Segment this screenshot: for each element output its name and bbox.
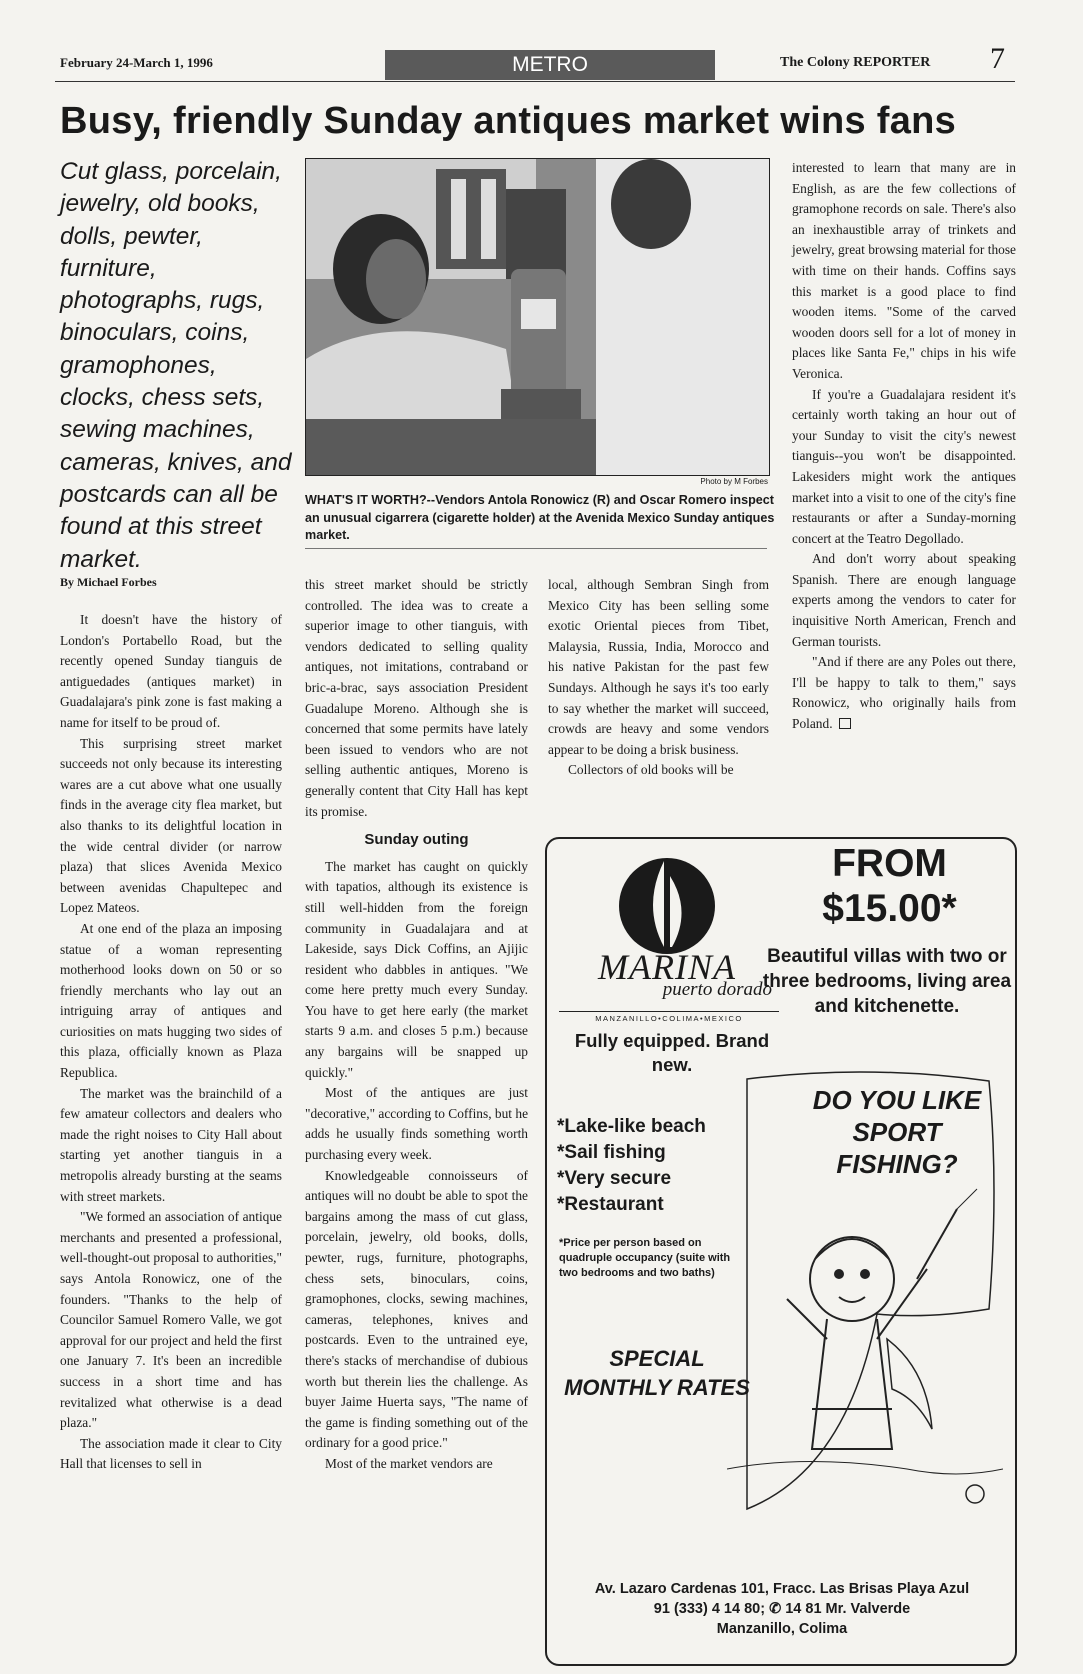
- paragraph: "We formed an association of antique merchants and presented a professional, well-thought-out proposal to authorities," says Antola Ronowicz, one of the founders. "Thanks to the help of Councilor Samuel Romero Valle, we got approval for our project and held the first one January 7. It's been an incredible success in a short time and has revitalized what otherwise is a dead plaza.": [60, 1209, 282, 1431]
- paragraph: local, although Sembran Singh from Mexico City has been selling some exotic Oriental pieces from Tibet, Malaysia, Russia, India, Morocco and his native Pakistan for the past few Sundays. Although he says it's too early to say whether the market will succeed, crowds are heavy and some vendors appear to be doing a brisk business.: [548, 577, 769, 757]
- paragraph: Collectors of old books will be: [568, 762, 734, 778]
- photo-credit: Photo by M Forbes: [700, 477, 768, 486]
- subhead: Sunday outing: [364, 831, 469, 849]
- paragraph: This surprising street market succeeds not only because its interesting wares are a cut above what one usually finds in the average city flea market, but also thanks to its delightful location in the wide central divider (or narrow plaza) that slices Avenida Mexico between avenidas Chapultepec and Lopez Mateos.: [60, 735, 282, 916]
- ad-feature: *Restaurant: [557, 1194, 664, 1215]
- paragraph: The market has caught on quickly with tapatios, although its existence is still well-hidden from the foreign community in Guadalajara and at Lakeside, says Dick Coffins, an Ajijic resident who dabbles in antiques. "We come here pretty much every Sunday. You have to get here early (the market starts 9 a.m. and closes 5 p.m.) because any bargains will be snapped up quickly.": [305, 858, 528, 1080]
- marina-advertisement: [545, 837, 1017, 1666]
- deck-text: Cut glass, porcelain, jewelry, old books, dolls, pewter, furniture, photographs, rugs, binoculars, coins, gramophones, clocks, chess sets, sewing machines, cameras, knives, and postcards can all be found at this street market.: [60, 158, 292, 573]
- page-number: 7: [990, 42, 1005, 75]
- market-photo: [305, 158, 770, 476]
- paragraph: The market was the brainchild of a few amateur collectors and dealers who made the right noises to City Hall about starting yet another tianguis in a metropolis already bursting at the seams with street markets.: [60, 1085, 282, 1204]
- paragraph: [792, 652, 1016, 734]
- paragraph: At one end of the plaza an imposing statue of a woman representing motherhood looks down on 50 or so friendly merchants who lay out an intriguing array of antiques and curiosities on mats hugging two sides of this plaza, officially known as Plaza Republica.: [60, 920, 282, 1081]
- ad-location: MANZANILLO•COLIMA•MEXICO: [559, 1011, 779, 1023]
- article-column-2: [305, 575, 528, 1475]
- article-column-1: [60, 610, 282, 1475]
- ad-features-list: [557, 1114, 757, 1218]
- ad-feature: *Very secure: [557, 1168, 672, 1189]
- article-column-4: [792, 158, 1016, 735]
- publication-name: The Colony REPORTER: [780, 55, 931, 70]
- paragraph: interested to learn that many are in English, as are the few collections of gramophone records on sale. There's also an inexhaustible array of trinkets and jewelry, great browsing material for those with time on their hands. Coffins says this market is a good place to find wooden items. "Some of the carved wooden doors sell for a lot of money in places like Santa Fe," chips in his wife Veronica.: [792, 160, 1016, 381]
- paragraph: If you're a Guadalajara resident it's certainly worth taking an hour out of your Sunday to visit the city's newest tianguis--you won't be disappointed. Lakesiders might work the antiques market into a visit to one of the city's fine restaurants or after a Sunday-morning concert at the Teatro Degollado.: [792, 386, 1016, 546]
- byline: By Michael Forbes: [60, 575, 157, 589]
- ad-equipped-text: Fully equipped. Brand new.: [574, 1030, 770, 1075]
- paragraph: Most of the antiques are just "decorative," according to Coffins, but he adds he usually finds something worth purchasing every week.: [305, 1085, 529, 1163]
- ad-from: FROM: [832, 842, 947, 885]
- section-banner: METRO: [385, 50, 715, 80]
- article-column-3: [548, 575, 769, 781]
- ad-phone-line: 91 (333) 4 14 80; ✆ 14 81 Mr. Valverde: [653, 1601, 911, 1617]
- ad-brand-subtitle: puerto dorado: [662, 979, 772, 1000]
- paragraph: And don't worry about speaking Spanish. There are enough language experts among the vendors to cater for inquisitive North American, French and German tourists.: [792, 551, 1016, 649]
- paragraph-text: "And if there are any Poles out there, I'll be happy to talk to them," says Ronowicz, who originally hails from Poland.: [792, 654, 1016, 732]
- paragraph: It doesn't have the history of London's Portabello Road, but the recently opened Sunday tianguis de antiguedades (antiques market) in Guadalajara's pink zone is fast making a name for itself to be proud of.: [60, 612, 282, 730]
- photo-caption: WHAT'S IT WORTH?--Vendors Antola Ronowicz (R) and Oscar Romero inspect an unusual cigarrera (cigarette holder) at the Avenida Mexico Sunday antiques market.: [305, 493, 775, 542]
- ad-fishing-question: DO YOU LIKE SPORT FISHING?: [812, 1085, 982, 1179]
- issue-date: February 24-March 1, 1996: [60, 55, 213, 70]
- paragraph: Most of the market vendors are: [325, 1455, 493, 1471]
- ad-city-line: Manzanillo, Colima: [716, 1621, 848, 1637]
- ad-address-line: Av. Lazaro Cardenas 101, Fracc. Las Brisas Playa Azul: [594, 1581, 970, 1597]
- ad-special-rates: SPECIAL MONTHLY RATES: [564, 1346, 750, 1400]
- paragraph: this street market should be strictly controlled. The idea was to create a superior image to other tianguis, with vendors dedicated to selling quality antiques, not imitations, contraband or bric-a-brac, says association President Guadalupe Moreno. Although she is concerned that some permits have lately been issued to vendors who are not selling authentic antiques, Moreno is generally content that City Hall has kept its promise.: [305, 577, 528, 819]
- header-rule: [55, 81, 1015, 82]
- vendors-photo-illustration: [306, 159, 769, 475]
- ad-price: $15.00*: [822, 887, 957, 930]
- sailboat-logo-icon: [612, 851, 722, 961]
- paragraph: The association made it clear to City Hall that licenses to sell in: [60, 1435, 282, 1472]
- ad-villas-text: Beautiful villas with two or three bedrooms, living area and kitchenette.: [762, 946, 1012, 1017]
- paragraph: Knowledgeable connoisseurs of antiques will no doubt be able to spot the bargains among the mass of cut glass, porcelain, jewelry, old books, dolls, pewter, rugs, furniture, photographs, chess sets, binoculars, coins, gramophones, clocks, sewing machines, cameras, telephones, knives and postcards. Even to the untrained eye, there's stacks of merchandise of dubious worth but therein lies the challenge. As buyer Jaime Huerta says, "The name of the game is finding something out of the ordinary for a good price.": [305, 1167, 528, 1451]
- ad-feature: *Lake-like beach: [557, 1116, 706, 1137]
- ad-fine-print: *Price per person based on quadruple occupancy (suite with two bedrooms and two baths): [559, 1237, 731, 1279]
- ad-feature: *Sail fishing: [557, 1142, 666, 1163]
- end-mark-icon: [839, 718, 851, 729]
- headline: Busy, friendly Sunday antiques market wins fans: [60, 100, 957, 142]
- caption-rule: [305, 548, 767, 549]
- ad-address: [552, 1579, 1012, 1639]
- ad-brand: MARINA: [598, 947, 736, 987]
